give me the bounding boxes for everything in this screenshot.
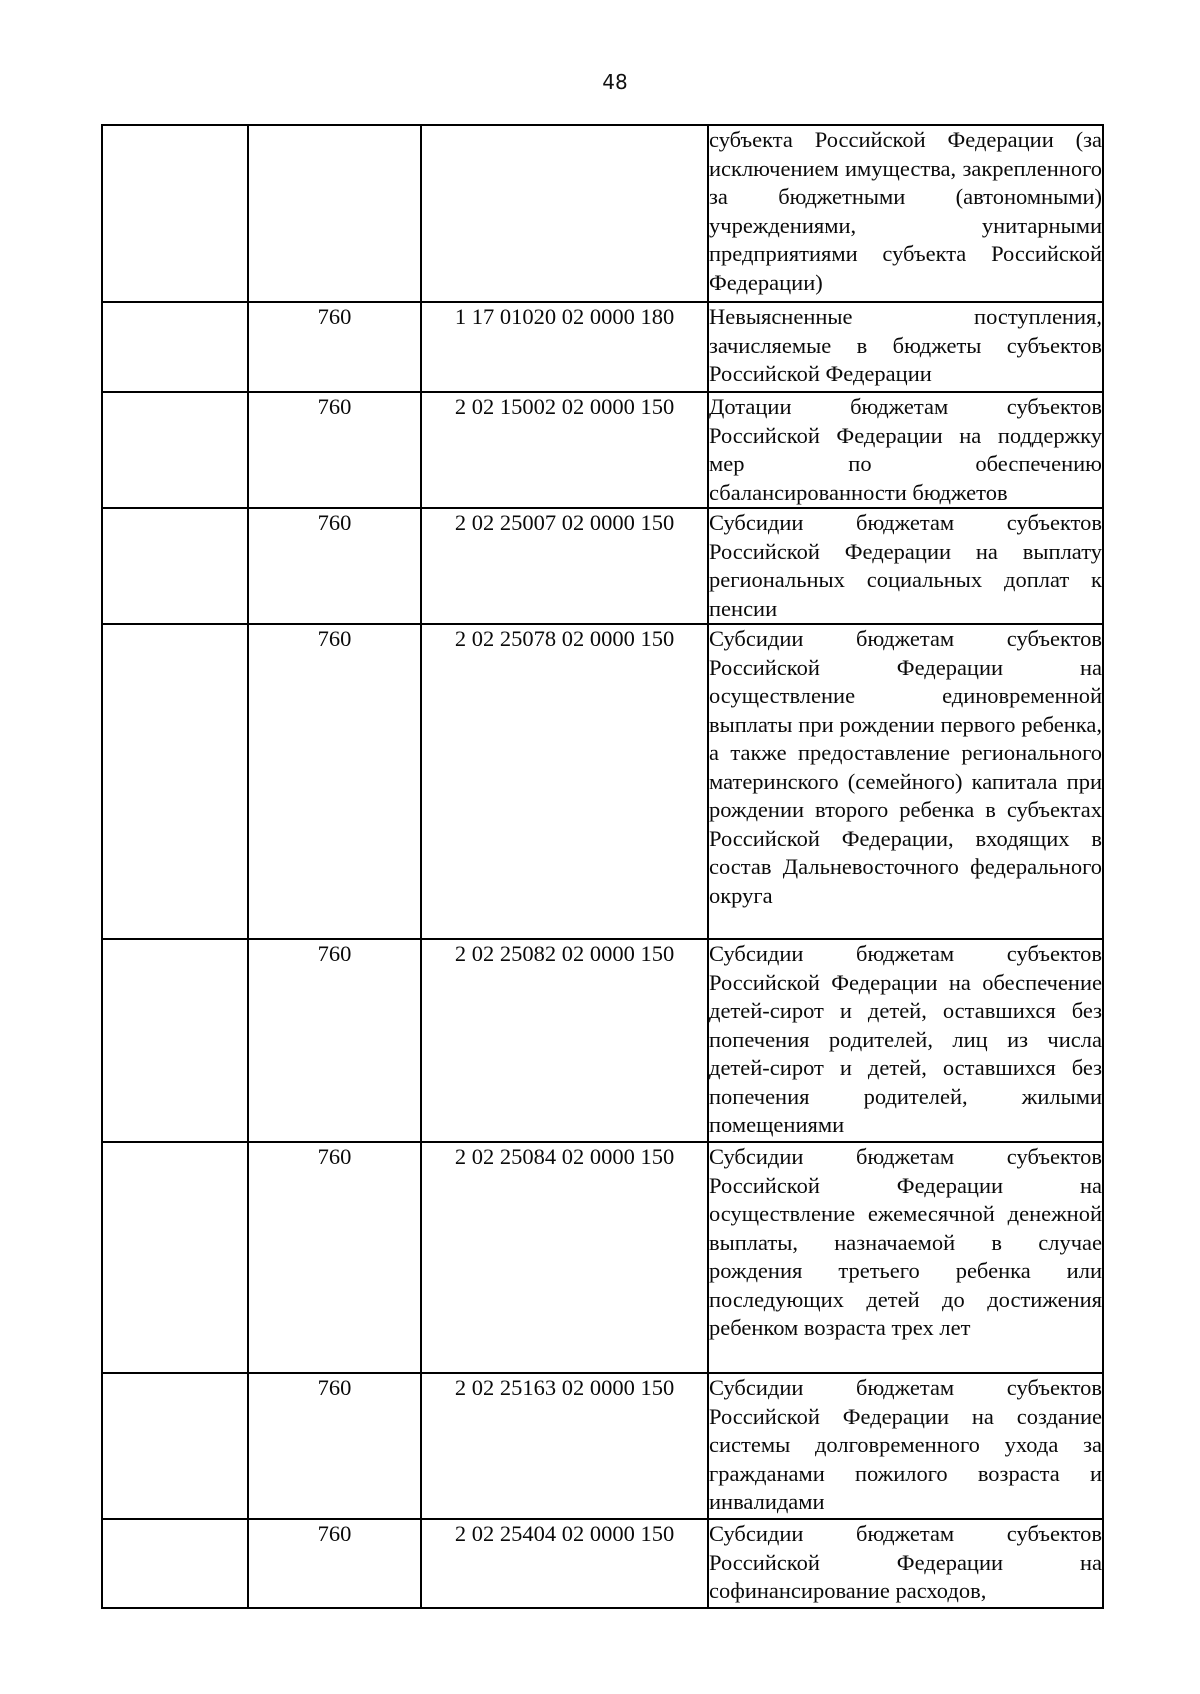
table-row (102, 1142, 1103, 1373)
table-row (102, 302, 1103, 392)
kbk-code-cell: 2 02 25007 02 0000 150 (421, 508, 708, 624)
kbk-code-cell: 2 02 25163 02 0000 150 (421, 1373, 708, 1519)
table-row (102, 125, 1103, 302)
empty-cell (102, 508, 248, 624)
kbk-code-cell: 2 02 25404 02 0000 150 (421, 1519, 708, 1608)
kbk-code-cell: 1 17 01020 02 0000 180 (421, 302, 708, 392)
admin-code-cell: 760 (248, 1142, 421, 1373)
table-row (102, 624, 1103, 939)
table-row (102, 1519, 1103, 1608)
table-row (102, 508, 1103, 624)
description-cell: Субсидии бюджетам субъектов Российской Федерации на софинансирование расходов, (708, 1519, 1103, 1608)
kbk-code-cell: 2 02 25078 02 0000 150 (421, 624, 708, 939)
empty-cell (102, 125, 248, 302)
description-cell: Субсидии бюджетам субъектов Российской Федерации на выплату региональных социальных доплат к пенсии (708, 508, 1103, 624)
empty-cell (102, 1373, 248, 1519)
admin-code-cell: 760 (248, 1519, 421, 1608)
admin-code-cell: 760 (248, 939, 421, 1142)
page-number: 48 (602, 70, 628, 94)
admin-code-cell (248, 125, 421, 302)
table-row (102, 1373, 1103, 1519)
description-cell: Субсидии бюджетам субъектов Российской Федерации на создание системы долговременного ухода за гражданами пожилого возраста и инвалидами (708, 1373, 1103, 1519)
description-cell: Субсидии бюджетам субъектов Российской Федерации на осуществление ежемесячной денежной выплаты, назначаемой в случае рождения третьего ребенка или последующих детей до достижения ребенком возраста трех лет (708, 1142, 1103, 1373)
empty-cell (102, 939, 248, 1142)
admin-code-cell: 760 (248, 1373, 421, 1519)
kbk-code-cell: 2 02 25082 02 0000 150 (421, 939, 708, 1142)
admin-code-cell: 760 (248, 624, 421, 939)
empty-cell (102, 392, 248, 508)
description-cell: Субсидии бюджетам субъектов Российской Федерации на обеспечение детей-сирот и детей, оставшихся без попечения родителей, лиц из числа детей-сирот и детей, оставшихся без попечения родителей, жилыми помещениями (708, 939, 1103, 1142)
admin-code-cell: 760 (248, 392, 421, 508)
kbk-code-cell: 2 02 25084 02 0000 150 (421, 1142, 708, 1373)
kbk-code-cell: 2 02 15002 02 0000 150 (421, 392, 708, 508)
description-cell: Невыясненные поступления, зачисляемые в бюджеты субъектов Российской Федерации (708, 302, 1103, 392)
empty-cell (102, 1519, 248, 1608)
empty-cell (102, 624, 248, 939)
kbk-code-cell (421, 125, 708, 302)
admin-code-cell: 760 (248, 508, 421, 624)
description-cell: субъекта Российской Федерации (за исключением имущества, закрепленного за бюджетными (автономными) учреждениями, унитарными предприятиями субъекта Российской Федерации) (708, 125, 1103, 302)
description-cell: Дотации бюджетам субъектов Российской Федерации на поддержку мер по обеспечению сбалансированности бюджетов (708, 392, 1103, 508)
empty-cell (102, 1142, 248, 1373)
table-row (102, 939, 1103, 1142)
description-cell: Субсидии бюджетам субъектов Российской Федерации на осуществление единовременной выплаты при рождении первого ребенка, а также предоставление регионального материнского (семейного) капитала при рождении второго ребенка в субъектах Российской Федерации, входящих в состав Дальневосточного федерального округа (708, 624, 1103, 939)
table-row (102, 392, 1103, 508)
empty-cell (102, 302, 248, 392)
budget-classification-table (101, 124, 1104, 1609)
admin-code-cell: 760 (248, 302, 421, 392)
